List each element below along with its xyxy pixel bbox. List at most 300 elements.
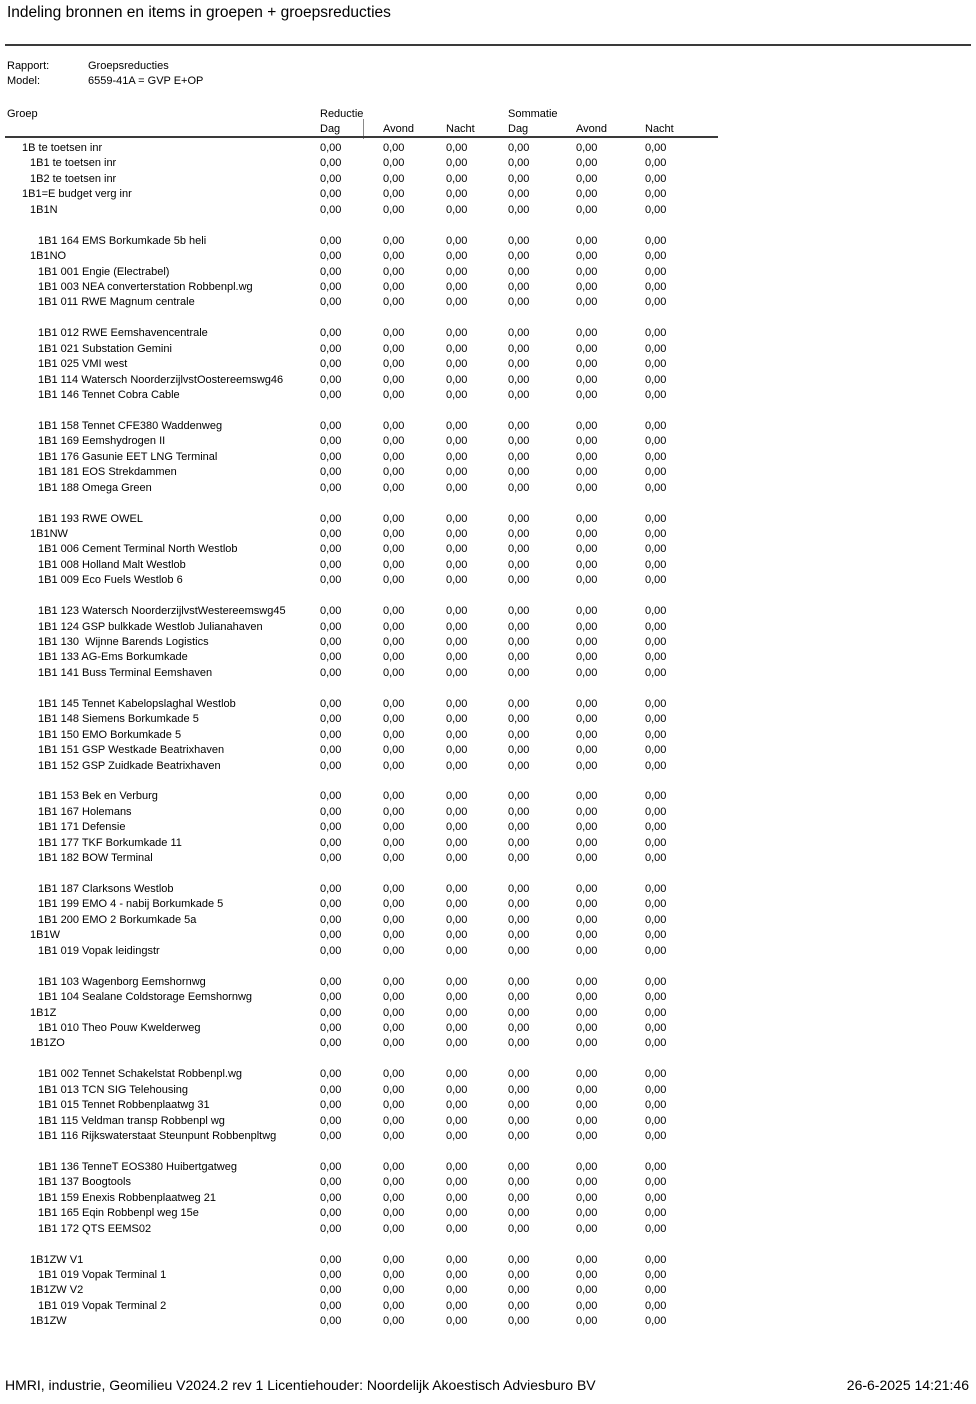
value-cell: 0,00 — [508, 898, 530, 911]
value-cell: 0,00 — [446, 327, 468, 340]
group-label: 1B1 003 NEA converterstation Robbenpl.wg — [38, 280, 253, 293]
value-cell: 0,00 — [383, 265, 405, 278]
value-cell: 0,00 — [645, 1021, 667, 1034]
table-row — [0, 294, 976, 309]
column-header-sommatie-dag: Dag — [508, 123, 529, 135]
value-cell: 0,00 — [508, 1284, 530, 1297]
value-cell: 0,00 — [320, 821, 342, 834]
value-cell: 0,00 — [645, 527, 667, 540]
group-label: 1B1W — [30, 929, 60, 942]
blank-row — [0, 310, 976, 325]
value-cell: 0,00 — [383, 991, 405, 1004]
value-cell: 0,00 — [508, 620, 530, 633]
table-row — [0, 325, 976, 340]
value-cell: 0,00 — [320, 713, 342, 726]
group-label: 1B1 164 EMS Borkumkade 5b heli — [38, 234, 207, 247]
group-label: 1B1 123 Watersch NoorderzijlvstWestereemswg45 — [38, 605, 286, 618]
value-cell: 0,00 — [383, 512, 405, 525]
value-cell: 0,00 — [645, 543, 667, 556]
value-cell: 0,00 — [446, 527, 468, 540]
value-cell: 0,00 — [645, 713, 667, 726]
table-row — [0, 727, 976, 742]
value-cell: 0,00 — [645, 636, 667, 648]
value-cell: 0,00 — [508, 1176, 530, 1189]
value-cell: 0,00 — [576, 543, 598, 556]
value-cell: 0,00 — [508, 327, 530, 340]
value-cell: 0,00 — [446, 1299, 468, 1312]
table-row — [0, 896, 976, 911]
value-cell: 0,00 — [383, 435, 405, 448]
value-cell: 0,00 — [446, 852, 468, 865]
value-cell: 0,00 — [383, 527, 405, 540]
value-cell: 0,00 — [446, 543, 468, 556]
value-cell: 0,00 — [320, 991, 342, 1004]
value-cell: 0,00 — [576, 929, 598, 942]
table-row — [0, 1066, 976, 1081]
group-label: 1B1 151 GSP Westkade Beatrixhaven — [38, 744, 225, 757]
group-label: 1B1 193 RWE OWEL — [38, 512, 143, 525]
blank-row — [0, 1143, 976, 1158]
value-cell: 0,00 — [576, 203, 598, 216]
rapport-label: Rapport: — [7, 60, 50, 72]
value-cell: 0,00 — [383, 1253, 405, 1266]
value-cell: 0,00 — [508, 358, 530, 371]
model-value: 6559-41A = GVP E+OP — [88, 75, 204, 87]
value-cell: 0,00 — [320, 1222, 342, 1235]
value-cell: 0,00 — [576, 1222, 598, 1235]
value-cell: 0,00 — [383, 605, 405, 618]
value-cell: 0,00 — [645, 157, 667, 170]
group-label: 1B1 002 Tennet Schakelstat Robbenpl.wg — [38, 1068, 243, 1081]
value-cell: 0,00 — [320, 558, 342, 571]
value-cell: 0,00 — [383, 481, 405, 494]
group-label: 1B1NO — [30, 250, 67, 263]
table-row — [0, 649, 976, 664]
blank-row — [0, 773, 976, 788]
value-cell: 0,00 — [446, 944, 468, 957]
value-cell: 0,00 — [383, 1037, 405, 1050]
group-label: 1B1 172 QTS EEMS02 — [38, 1222, 152, 1235]
value-cell: 0,00 — [446, 1160, 468, 1173]
value-cell: 0,00 — [320, 944, 342, 957]
table-row — [0, 1298, 976, 1313]
value-cell: 0,00 — [645, 821, 667, 834]
value-cell: 0,00 — [383, 250, 405, 263]
group-label: 1B1 015 Tennet Robbenplaatwg 31 — [38, 1099, 210, 1112]
value-cell: 0,00 — [576, 188, 598, 201]
value-cell: 0,00 — [645, 1299, 667, 1312]
column-header-sommatie-nacht: Nacht — [645, 123, 674, 135]
page-title: Indeling bronnen en items in groepen + groepsreducties — [7, 4, 391, 21]
column-group-sommatie: Sommatie — [508, 108, 558, 120]
value-cell: 0,00 — [383, 1068, 405, 1081]
value-cell: 0,00 — [508, 929, 530, 942]
column-header-groep: Groep — [7, 108, 38, 120]
value-cell: 0,00 — [576, 142, 598, 154]
value-cell: 0,00 — [446, 651, 468, 664]
value-cell: 0,00 — [320, 651, 342, 664]
value-cell: 0,00 — [508, 1037, 530, 1050]
value-cell: 0,00 — [383, 558, 405, 571]
value-cell: 0,00 — [446, 929, 468, 942]
value-cell: 0,00 — [383, 1222, 405, 1235]
value-cell: 0,00 — [508, 1191, 530, 1204]
table-row — [0, 758, 976, 773]
value-cell: 0,00 — [320, 1006, 342, 1019]
header-underline — [5, 136, 718, 138]
value-cell: 0,00 — [645, 481, 667, 494]
value-cell: 0,00 — [383, 327, 405, 340]
value-cell: 0,00 — [383, 759, 405, 772]
value-cell: 0,00 — [508, 373, 530, 386]
value-cell: 0,00 — [576, 883, 598, 895]
value-cell: 0,00 — [446, 188, 468, 201]
value-cell: 0,00 — [508, 574, 530, 587]
value-cell: 0,00 — [320, 697, 342, 710]
value-cell: 0,00 — [320, 481, 342, 494]
value-cell: 0,00 — [508, 389, 530, 401]
value-cell: 0,00 — [508, 697, 530, 710]
group-label: 1B1=E budget verg inr — [22, 188, 132, 201]
value-cell: 0,00 — [446, 203, 468, 216]
value-cell: 0,00 — [383, 296, 405, 309]
value-cell: 0,00 — [645, 419, 667, 432]
value-cell: 0,00 — [508, 466, 530, 479]
value-cell: 0,00 — [383, 805, 405, 818]
table-row — [0, 1221, 976, 1236]
value-cell: 0,00 — [576, 450, 598, 463]
value-cell: 0,00 — [645, 512, 667, 525]
value-cell: 0,00 — [446, 435, 468, 448]
value-cell: 0,00 — [446, 466, 468, 479]
value-cell: 0,00 — [320, 913, 342, 926]
value-cell: 0,00 — [576, 991, 598, 1004]
group-label: 1B1ZW V2 — [30, 1284, 84, 1297]
value-cell: 0,00 — [508, 450, 530, 463]
value-cell: 0,00 — [446, 512, 468, 525]
value-cell: 0,00 — [383, 666, 405, 679]
value-cell: 0,00 — [320, 250, 342, 263]
value-cell: 0,00 — [508, 1222, 530, 1235]
value-cell: 0,00 — [320, 327, 342, 340]
value-cell: 0,00 — [320, 1284, 342, 1297]
group-label: 1B1 148 Siemens Borkumkade 5 — [38, 713, 199, 726]
value-cell: 0,00 — [383, 342, 405, 355]
value-cell: 0,00 — [508, 1160, 530, 1173]
group-label: 1B1ZO — [30, 1037, 65, 1050]
table-row — [0, 742, 976, 757]
value-cell: 0,00 — [576, 265, 598, 278]
value-cell: 0,00 — [320, 265, 342, 278]
value-cell: 0,00 — [576, 1315, 598, 1328]
value-cell: 0,00 — [320, 744, 342, 757]
table-row — [0, 819, 976, 834]
value-cell: 0,00 — [508, 250, 530, 263]
title-divider — [5, 44, 971, 46]
value-cell: 0,00 — [383, 898, 405, 911]
value-cell: 0,00 — [446, 898, 468, 911]
value-cell: 0,00 — [576, 342, 598, 355]
value-cell: 0,00 — [645, 836, 667, 849]
value-cell: 0,00 — [446, 1315, 468, 1328]
value-cell: 0,00 — [645, 358, 667, 371]
blank-row — [0, 958, 976, 973]
value-cell: 0,00 — [446, 666, 468, 679]
value-cell: 0,00 — [576, 358, 598, 371]
group-label: 1B1N — [30, 203, 58, 216]
group-label: 1B1 019 Vopak Terminal 2 — [38, 1299, 167, 1312]
group-label: 1B1 199 EMO 4 - nabij Borkumkade 5 — [38, 898, 224, 911]
value-cell: 0,00 — [383, 1160, 405, 1173]
value-cell: 0,00 — [576, 1130, 598, 1142]
table-row — [0, 202, 976, 217]
value-cell: 0,00 — [383, 1083, 405, 1096]
value-cell: 0,00 — [576, 620, 598, 633]
table-row — [0, 881, 976, 896]
value-cell: 0,00 — [320, 805, 342, 818]
value-cell: 0,00 — [576, 1068, 598, 1081]
value-cell: 0,00 — [383, 744, 405, 757]
value-cell: 0,00 — [320, 759, 342, 772]
value-cell: 0,00 — [508, 419, 530, 432]
value-cell: 0,00 — [576, 1021, 598, 1034]
value-cell: 0,00 — [508, 265, 530, 278]
value-cell: 0,00 — [320, 188, 342, 201]
value-cell: 0,00 — [383, 574, 405, 587]
value-cell: 0,00 — [576, 280, 598, 293]
value-cell: 0,00 — [508, 203, 530, 216]
value-cell: 0,00 — [508, 1068, 530, 1081]
group-label: 1B1 008 Holland Malt Westlob — [38, 558, 186, 571]
value-cell: 0,00 — [576, 944, 598, 957]
table-row — [0, 1020, 976, 1035]
value-cell: 0,00 — [645, 605, 667, 618]
value-cell: 0,00 — [508, 728, 530, 741]
value-cell: 0,00 — [508, 759, 530, 772]
value-cell: 0,00 — [383, 543, 405, 556]
value-cell: 0,00 — [645, 1130, 667, 1142]
group-label: 1B1 200 EMO 2 Borkumkade 5a — [38, 913, 197, 926]
value-cell: 0,00 — [508, 975, 530, 988]
value-cell: 0,00 — [320, 574, 342, 587]
table-row — [0, 1252, 976, 1267]
table-row — [0, 927, 976, 942]
table-row — [0, 155, 976, 170]
group-label: 1B2 te toetsen inr — [30, 172, 117, 185]
value-cell: 0,00 — [383, 1114, 405, 1127]
value-cell: 0,00 — [645, 250, 667, 263]
value-cell: 0,00 — [576, 1006, 598, 1019]
table-row — [0, 557, 976, 572]
table-row — [0, 341, 976, 356]
group-label: 1B1 188 Omega Green — [38, 481, 152, 494]
group-label: 1B1 146 Tennet Cobra Cable — [38, 389, 180, 401]
group-label: 1B1 158 Tennet CFE380 Waddenweg — [38, 419, 223, 432]
table-row — [0, 912, 976, 927]
value-cell: 0,00 — [446, 1006, 468, 1019]
value-cell: 0,00 — [576, 975, 598, 988]
table-row — [0, 619, 976, 634]
value-cell: 0,00 — [446, 280, 468, 293]
group-label: 1B1 137 Boogtools — [38, 1176, 131, 1189]
group-label: 1B1NW — [30, 527, 68, 540]
value-cell: 0,00 — [446, 744, 468, 757]
value-cell: 0,00 — [576, 821, 598, 834]
column-group-reductie: Reductie — [320, 108, 364, 120]
value-cell: 0,00 — [645, 296, 667, 309]
value-cell: 0,00 — [576, 605, 598, 618]
table-row — [0, 171, 976, 186]
group-label: 1B1 019 Vopak Terminal 1 — [38, 1268, 167, 1281]
table-row — [0, 1097, 976, 1112]
value-cell: 0,00 — [383, 157, 405, 170]
value-cell: 0,00 — [645, 1176, 667, 1189]
table-row — [0, 974, 976, 989]
value-cell: 0,00 — [320, 342, 342, 355]
value-cell: 0,00 — [508, 1253, 530, 1266]
value-cell: 0,00 — [576, 373, 598, 386]
value-cell: 0,00 — [508, 1021, 530, 1034]
value-cell: 0,00 — [508, 1268, 530, 1281]
value-cell: 0,00 — [446, 1222, 468, 1235]
value-cell: 0,00 — [576, 1299, 598, 1312]
value-cell: 0,00 — [320, 373, 342, 386]
column-header-sommatie-avond: Avond — [576, 123, 607, 135]
value-cell: 0,00 — [645, 759, 667, 772]
value-cell: 0,00 — [383, 358, 405, 371]
value-cell: 0,00 — [508, 1006, 530, 1019]
value-cell: 0,00 — [383, 1268, 405, 1281]
value-cell: 0,00 — [645, 234, 667, 247]
table-row — [0, 541, 976, 556]
group-label: 1B1 116 Rijkswaterstaat Steunpunt Robbenpltwg — [38, 1130, 277, 1142]
value-cell: 0,00 — [320, 790, 342, 803]
value-cell: 0,00 — [320, 203, 342, 216]
table-row — [0, 248, 976, 263]
group-label: 1B1 012 RWE Eemshavencentrale — [38, 327, 208, 340]
table-row — [0, 1282, 976, 1297]
value-cell: 0,00 — [446, 342, 468, 355]
value-cell: 0,00 — [645, 389, 667, 401]
value-cell: 0,00 — [576, 419, 598, 432]
value-cell: 0,00 — [446, 1284, 468, 1297]
value-cell: 0,00 — [320, 1253, 342, 1266]
value-cell: 0,00 — [446, 172, 468, 185]
value-cell: 0,00 — [446, 1268, 468, 1281]
table-row — [0, 356, 976, 371]
table-row — [0, 372, 976, 387]
value-cell: 0,00 — [446, 389, 468, 401]
value-cell: 0,00 — [645, 1315, 667, 1328]
value-cell: 0,00 — [446, 1207, 468, 1220]
table-row — [0, 989, 976, 1004]
value-cell: 0,00 — [383, 203, 405, 216]
value-cell: 0,00 — [383, 836, 405, 849]
value-cell: 0,00 — [576, 558, 598, 571]
value-cell: 0,00 — [576, 913, 598, 926]
value-cell: 0,00 — [645, 203, 667, 216]
group-label: 1B1 176 Gasunie EET LNG Terminal — [38, 450, 218, 463]
value-cell: 0,00 — [446, 250, 468, 263]
value-cell: 0,00 — [446, 1099, 468, 1112]
model-label: Model: — [7, 75, 41, 87]
table-row — [0, 788, 976, 803]
value-cell: 0,00 — [645, 883, 667, 895]
value-cell: 0,00 — [645, 790, 667, 803]
group-label: 1B1 124 GSP bulkkade Westlob Julianahaven — [38, 620, 263, 633]
group-label: 1B1 114 Watersch NoorderzijlvstOostereemswg46 — [38, 373, 284, 386]
value-cell: 0,00 — [576, 481, 598, 494]
value-cell: 0,00 — [645, 913, 667, 926]
table-row — [0, 140, 976, 155]
blank-row — [0, 680, 976, 695]
value-cell: 0,00 — [446, 265, 468, 278]
value-cell: 0,00 — [446, 821, 468, 834]
value-cell: 0,00 — [383, 697, 405, 710]
value-cell: 0,00 — [383, 1099, 405, 1112]
value-cell: 0,00 — [320, 975, 342, 988]
value-cell: 0,00 — [645, 172, 667, 185]
value-cell: 0,00 — [576, 1099, 598, 1112]
value-cell: 0,00 — [320, 1176, 342, 1189]
group-label: 1B1 021 Substation Gemini — [38, 342, 172, 355]
value-cell: 0,00 — [446, 1021, 468, 1034]
value-cell: 0,00 — [508, 543, 530, 556]
value-cell: 0,00 — [576, 1207, 598, 1220]
value-cell: 0,00 — [576, 744, 598, 757]
value-cell: 0,00 — [446, 836, 468, 849]
group-label: 1B1 165 Eqin Robbenpl weg 15e — [38, 1207, 199, 1220]
value-cell: 0,00 — [645, 435, 667, 448]
table-row — [0, 526, 976, 541]
value-cell: 0,00 — [645, 342, 667, 355]
value-cell: 0,00 — [446, 728, 468, 741]
value-cell: 0,00 — [576, 1284, 598, 1297]
value-cell: 0,00 — [508, 944, 530, 957]
value-cell: 0,00 — [645, 620, 667, 633]
value-cell: 0,00 — [383, 913, 405, 926]
table-row — [0, 711, 976, 726]
value-cell: 0,00 — [508, 1207, 530, 1220]
value-cell: 0,00 — [508, 852, 530, 865]
value-cell: 0,00 — [446, 1037, 468, 1050]
value-cell: 0,00 — [320, 466, 342, 479]
value-cell: 0,00 — [508, 836, 530, 849]
group-label: 1B1 011 RWE Magnum centrale — [38, 296, 195, 309]
value-cell: 0,00 — [508, 1114, 530, 1127]
value-cell: 0,00 — [320, 898, 342, 911]
value-cell: 0,00 — [508, 883, 530, 895]
value-cell: 0,00 — [576, 790, 598, 803]
blank-row — [0, 588, 976, 603]
group-label: 1B1 141 Buss Terminal Eemshaven — [38, 666, 213, 679]
column-header-reductie-avond: Avond — [383, 123, 414, 135]
value-cell: 0,00 — [645, 466, 667, 479]
value-cell: 0,00 — [645, 898, 667, 911]
value-cell: 0,00 — [320, 157, 342, 170]
value-cell: 0,00 — [576, 1083, 598, 1096]
value-cell: 0,00 — [576, 713, 598, 726]
value-cell: 0,00 — [576, 435, 598, 448]
value-cell: 0,00 — [508, 805, 530, 818]
value-cell: 0,00 — [320, 1268, 342, 1281]
table-row — [0, 696, 976, 711]
value-cell: 0,00 — [576, 389, 598, 401]
value-cell: 0,00 — [576, 157, 598, 170]
group-label: 1B1 013 TCN SIG Telehousing — [38, 1083, 189, 1096]
value-cell: 0,00 — [508, 991, 530, 1004]
value-cell: 0,00 — [446, 913, 468, 926]
